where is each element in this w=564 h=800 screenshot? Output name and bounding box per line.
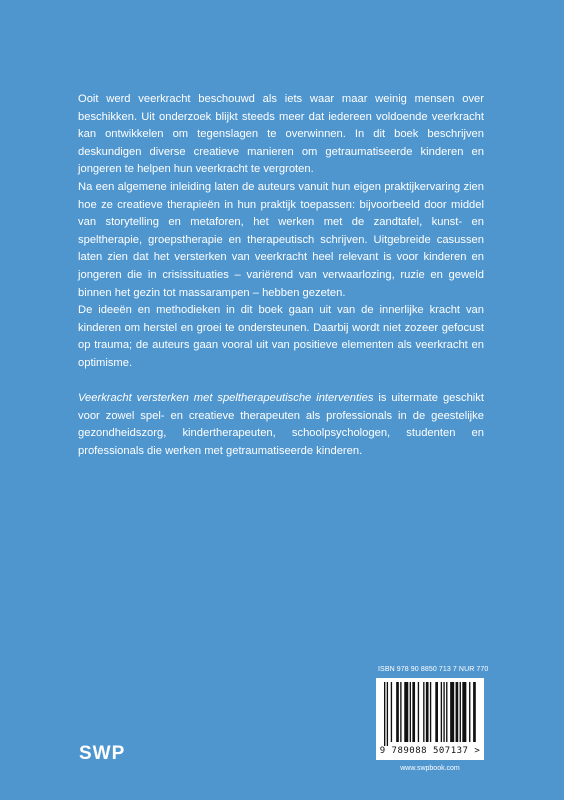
blurb-paragraph-2: Na een algemene inleiding laten de auteurs vanuit hun eigen praktijkervaring zien hoe ze creatieve therapieën in hun praktijk toepassen: bijvoorbeeld door middel van storytelling en metaforen, het werken met de zandtafel, kunst- en speltherapie, groepstherapie en therapeutisch schrijven. Uitgebreide casussen laten zien dat het versterken van veerkracht heel relevant is voor kinderen en jongeren die in crisissituaties – variërend van verwaarlozing, ruzie en geweld binnen het gezin tot massarampen – hebben gezeten.	[78, 180, 484, 299]
blurb-paragraph-4-text: is uitermate geschikt voor zowel spel- en creatieve therapeuten als professionals in de geestelijke gezondheidszorg, kindertherapeuten, schoolpsychologen, studenten en professionals die werken met getraumatiseerde kinderen.	[78, 392, 484, 457]
book-title-italic: Veerkracht versterken met speltherapeutische interventies	[78, 392, 374, 405]
publisher-logo: SWP	[79, 743, 126, 764]
blurb-paragraph-1: Ooit werd veerkracht beschouwd als iets waar maar weinig mensen over beschikken. Uit onderzoek blijkt steeds meer dat iedereen voldoende veerkracht kan ontwikkelen om tegenslagen te overwinnen. In dit boek beschrijven deskundigen diverse creatieve manieren om getraumatiseerde kinderen en jongeren te helpen hun veerkracht te vergroten.	[78, 93, 484, 176]
blurb-paragraph-4	[78, 390, 484, 460]
cover-blurb	[78, 91, 484, 460]
publisher-website: www.swpbook.com	[400, 765, 460, 772]
isbn-barcode	[376, 678, 484, 760]
barcode-bars	[376, 678, 484, 746]
blurb-paragraph-3: De ideeën en methodieken in dit boek gaan uit van de innerlijke kracht van kinderen om herstel en groei te ondersteunen. Daarbij wordt niet zozeer gefocust op trauma; de auteurs gaan vooral uit van positieve elementen als veerkracht en optimisme.	[78, 304, 484, 369]
isbn-nur-line: ISBN 978 90 8850 713 7 NUR 770	[378, 666, 489, 673]
barcode-digits: 9 789088 507137 >	[379, 746, 481, 756]
